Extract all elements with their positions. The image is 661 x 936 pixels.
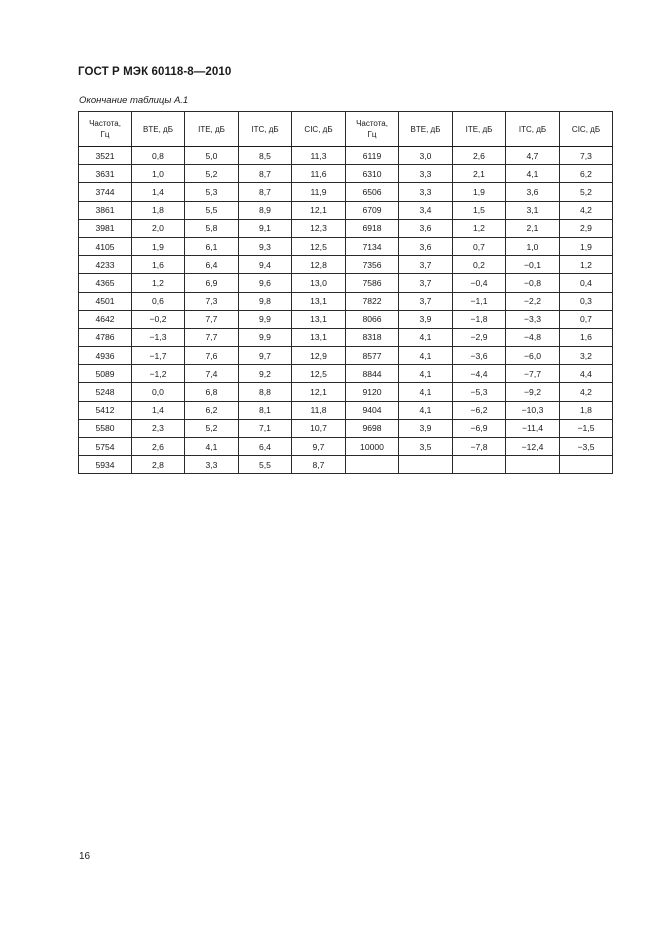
table-cell: −1,7 — [132, 347, 185, 365]
document-header-title: ГОСТ Р МЭК 60118-8—2010 — [78, 66, 232, 78]
table-row — [79, 401, 613, 419]
table-cell: 7,3 — [185, 292, 239, 310]
column-header: ITC, дБ — [239, 112, 292, 147]
table-cell: −6,2 — [453, 401, 506, 419]
table-cell: 8318 — [346, 328, 399, 346]
table-cell: −2,2 — [506, 292, 560, 310]
table-cell: 6,4 — [185, 256, 239, 274]
table-cell: 3,4 — [399, 201, 453, 219]
table-cell: 3,7 — [399, 274, 453, 292]
table-row — [79, 201, 613, 219]
table-cell: 6310 — [346, 165, 399, 183]
table-cell: −0,2 — [132, 310, 185, 328]
table-cell: 4501 — [79, 292, 132, 310]
table-cell: −4,8 — [506, 328, 560, 346]
table-cell: 4,1 — [399, 365, 453, 383]
table-cell: 4233 — [79, 256, 132, 274]
table-row — [79, 310, 613, 328]
table-cell: 9120 — [346, 383, 399, 401]
table-cell: 4,1 — [399, 347, 453, 365]
frequency-response-table — [78, 111, 613, 474]
column-header: CIC, дБ — [292, 112, 346, 147]
table-cell: 9,7 — [239, 347, 292, 365]
table-cell: 0,7 — [453, 237, 506, 255]
table-cell: 12,1 — [292, 201, 346, 219]
table-cell: 6506 — [346, 183, 399, 201]
table-cell: 3,7 — [399, 256, 453, 274]
column-header: ITE, дБ — [453, 112, 506, 147]
table-cell: 8,8 — [239, 383, 292, 401]
table-cell: −6,0 — [506, 347, 560, 365]
table-cell: 1,2 — [453, 219, 506, 237]
table-cell: 9,4 — [239, 256, 292, 274]
table-cell: 7822 — [346, 292, 399, 310]
table-cell: 9,6 — [239, 274, 292, 292]
table-cell: −7,7 — [506, 365, 560, 383]
table-cell: 0,6 — [132, 292, 185, 310]
table-cell: 0,0 — [132, 383, 185, 401]
table-cell: 5580 — [79, 419, 132, 437]
table-cell: 5,0 — [185, 147, 239, 165]
table-cell: 4936 — [79, 347, 132, 365]
table-cell: 3861 — [79, 201, 132, 219]
table-cell: 3,3 — [185, 456, 239, 474]
table-cell: −9,2 — [506, 383, 560, 401]
table-cell: 7,1 — [239, 419, 292, 437]
table-cell: 12,3 — [292, 219, 346, 237]
table-row — [79, 383, 613, 401]
table-cell: −1,1 — [453, 292, 506, 310]
table-cell: 1,8 — [560, 401, 613, 419]
table-row — [79, 147, 613, 165]
column-header: CIC, дБ — [560, 112, 613, 147]
table-cell: 5,3 — [185, 183, 239, 201]
table-cell: 4,4 — [560, 365, 613, 383]
table-cell — [453, 456, 506, 474]
table-cell: 5089 — [79, 365, 132, 383]
table-cell: 4365 — [79, 274, 132, 292]
table-cell: 2,9 — [560, 219, 613, 237]
column-header: Частота, Гц — [346, 112, 399, 147]
table-cell: 9,9 — [239, 328, 292, 346]
table-cell — [346, 456, 399, 474]
table-cell: 3,0 — [399, 147, 453, 165]
table-cell: 3,6 — [399, 237, 453, 255]
table-cell: 6,1 — [185, 237, 239, 255]
table-cell: 5934 — [79, 456, 132, 474]
table-cell: 10,7 — [292, 419, 346, 437]
table-cell: 5412 — [79, 401, 132, 419]
table-cell: 9,8 — [239, 292, 292, 310]
table-row — [79, 456, 613, 474]
table-cell: 1,0 — [132, 165, 185, 183]
table-cell: 13,1 — [292, 310, 346, 328]
table-cell: −12,4 — [506, 438, 560, 456]
table-cell: 3981 — [79, 219, 132, 237]
table-cell: 3631 — [79, 165, 132, 183]
table-cell: −11,4 — [506, 419, 560, 437]
table-body — [79, 147, 613, 474]
table-cell: 1,0 — [506, 237, 560, 255]
table-header-row — [79, 112, 613, 147]
table-cell: 9,7 — [292, 438, 346, 456]
table-cell: −7,8 — [453, 438, 506, 456]
table-cell: 8,7 — [239, 183, 292, 201]
column-header: ITE, дБ — [185, 112, 239, 147]
table-cell: 1,6 — [132, 256, 185, 274]
table-cell: 4642 — [79, 310, 132, 328]
table-cell: 3521 — [79, 147, 132, 165]
table-row — [79, 419, 613, 437]
table-row — [79, 365, 613, 383]
table-cell: 6,2 — [185, 401, 239, 419]
table-cell: 7,4 — [185, 365, 239, 383]
table-cell: 1,9 — [453, 183, 506, 201]
table-cell: 3,9 — [399, 310, 453, 328]
table-cell: 4,2 — [560, 383, 613, 401]
table-cell: 10000 — [346, 438, 399, 456]
column-header: ITC, дБ — [506, 112, 560, 147]
table-cell: 2,0 — [132, 219, 185, 237]
table-cell: −0,1 — [506, 256, 560, 274]
table-cell: 1,5 — [453, 201, 506, 219]
table-cell: −6,9 — [453, 419, 506, 437]
table-cell: 3744 — [79, 183, 132, 201]
table-row — [79, 237, 613, 255]
table-cell: −3,3 — [506, 310, 560, 328]
table-row — [79, 183, 613, 201]
table-cell: 8,7 — [239, 165, 292, 183]
table-cell: 4,1 — [399, 328, 453, 346]
table-cell: 13,1 — [292, 328, 346, 346]
table-cell: −0,8 — [506, 274, 560, 292]
table-cell: −2,9 — [453, 328, 506, 346]
table-cell: 4786 — [79, 328, 132, 346]
table-row — [79, 347, 613, 365]
table-cell — [560, 456, 613, 474]
table-cell: 4,1 — [185, 438, 239, 456]
table-cell: 9,1 — [239, 219, 292, 237]
table-cell: 5,5 — [185, 201, 239, 219]
page-number: 16 — [79, 851, 91, 862]
table-cell: 0,3 — [560, 292, 613, 310]
table-cell: 7,7 — [185, 310, 239, 328]
table-cell: 3,7 — [399, 292, 453, 310]
table-cell: 8,7 — [292, 456, 346, 474]
table-cell: 0,4 — [560, 274, 613, 292]
table-cell: 8,5 — [239, 147, 292, 165]
table-cell: 3,6 — [506, 183, 560, 201]
table-cell: 7,7 — [185, 328, 239, 346]
table-cell: 5248 — [79, 383, 132, 401]
table-cell: 6,2 — [560, 165, 613, 183]
table-cell: −3,6 — [453, 347, 506, 365]
table-cell: 6918 — [346, 219, 399, 237]
table-cell: 13,0 — [292, 274, 346, 292]
table-cell: −0,4 — [453, 274, 506, 292]
table-cell — [506, 456, 560, 474]
table-cell: 1,2 — [132, 274, 185, 292]
table-row — [79, 165, 613, 183]
table-cell: 8844 — [346, 365, 399, 383]
table-row — [79, 292, 613, 310]
table-row — [79, 438, 613, 456]
table-cell: 2,8 — [132, 456, 185, 474]
table-cell: −4,4 — [453, 365, 506, 383]
table-cell: 2,3 — [132, 419, 185, 437]
table-cell: 9,2 — [239, 365, 292, 383]
table-cell: 6,8 — [185, 383, 239, 401]
table-cell: 12,5 — [292, 237, 346, 255]
table-cell: 4,7 — [506, 147, 560, 165]
table-cell: 1,4 — [132, 401, 185, 419]
table-cell: 6709 — [346, 201, 399, 219]
table-cell: 5,5 — [239, 456, 292, 474]
table-cell: 8,1 — [239, 401, 292, 419]
table-cell: 12,5 — [292, 365, 346, 383]
table-cell: 8577 — [346, 347, 399, 365]
table-cell: 1,9 — [132, 237, 185, 255]
table-cell: 11,9 — [292, 183, 346, 201]
column-header: BTE, дБ — [132, 112, 185, 147]
table-cell: 3,3 — [399, 165, 453, 183]
table-cell: 3,1 — [506, 201, 560, 219]
table-cell: 11,8 — [292, 401, 346, 419]
table-cell: 5,2 — [560, 183, 613, 201]
table-cell: −1,8 — [453, 310, 506, 328]
table-cell: 11,3 — [292, 147, 346, 165]
table-cell: 1,9 — [560, 237, 613, 255]
table-cell: 7,3 — [560, 147, 613, 165]
table-cell: 4105 — [79, 237, 132, 255]
table-cell: 9698 — [346, 419, 399, 437]
table-cell: 1,4 — [132, 183, 185, 201]
table-cell: 4,1 — [399, 401, 453, 419]
table-cell: 2,6 — [453, 147, 506, 165]
table-cell: 9,9 — [239, 310, 292, 328]
table-cell: 0,2 — [453, 256, 506, 274]
table-cell: 5,2 — [185, 419, 239, 437]
table-cell — [399, 456, 453, 474]
table-cell: 1,2 — [560, 256, 613, 274]
table-cell: 1,6 — [560, 328, 613, 346]
table-row — [79, 274, 613, 292]
table-cell: 7134 — [346, 237, 399, 255]
table-cell: 7,6 — [185, 347, 239, 365]
table-cell: 11,6 — [292, 165, 346, 183]
table-cell: 3,6 — [399, 219, 453, 237]
table-cell: 12,8 — [292, 256, 346, 274]
table-cell: 3,2 — [560, 347, 613, 365]
table-cell: 9,3 — [239, 237, 292, 255]
table-cell: −10,3 — [506, 401, 560, 419]
table-cell: −5,3 — [453, 383, 506, 401]
table-cell: −1,5 — [560, 419, 613, 437]
table-cell: 3,9 — [399, 419, 453, 437]
table-cell: 8,9 — [239, 201, 292, 219]
table-cell: 0,7 — [560, 310, 613, 328]
table-cell: 5,8 — [185, 219, 239, 237]
table-cell: 7356 — [346, 256, 399, 274]
table-cell: 3,3 — [399, 183, 453, 201]
table-cell: 6,4 — [239, 438, 292, 456]
table-row — [79, 256, 613, 274]
table-row — [79, 328, 613, 346]
table-cell: 4,1 — [399, 383, 453, 401]
table-cell: 9404 — [346, 401, 399, 419]
table-cell: 6119 — [346, 147, 399, 165]
table-cell: −1,3 — [132, 328, 185, 346]
table-cell: 0,8 — [132, 147, 185, 165]
table-cell: −3,5 — [560, 438, 613, 456]
table-cell: 4,1 — [506, 165, 560, 183]
table-cell: 12,9 — [292, 347, 346, 365]
table-cell: −1,2 — [132, 365, 185, 383]
table-cell: 12,1 — [292, 383, 346, 401]
table-caption: Окончание таблицы А.1 — [79, 95, 189, 106]
table-row — [79, 219, 613, 237]
table-cell: 1,8 — [132, 201, 185, 219]
column-header: BTE, дБ — [399, 112, 453, 147]
table-cell: 8066 — [346, 310, 399, 328]
column-header: Частота, Гц — [79, 112, 132, 147]
table-cell: 3,5 — [399, 438, 453, 456]
table-cell: 4,2 — [560, 201, 613, 219]
table-cell: 5,2 — [185, 165, 239, 183]
table-cell: 5754 — [79, 438, 132, 456]
table-cell: 2,1 — [506, 219, 560, 237]
table-cell: 6,9 — [185, 274, 239, 292]
table-cell: 2,1 — [453, 165, 506, 183]
table-cell: 2,6 — [132, 438, 185, 456]
table-cell: 7586 — [346, 274, 399, 292]
table-cell: 13,1 — [292, 292, 346, 310]
